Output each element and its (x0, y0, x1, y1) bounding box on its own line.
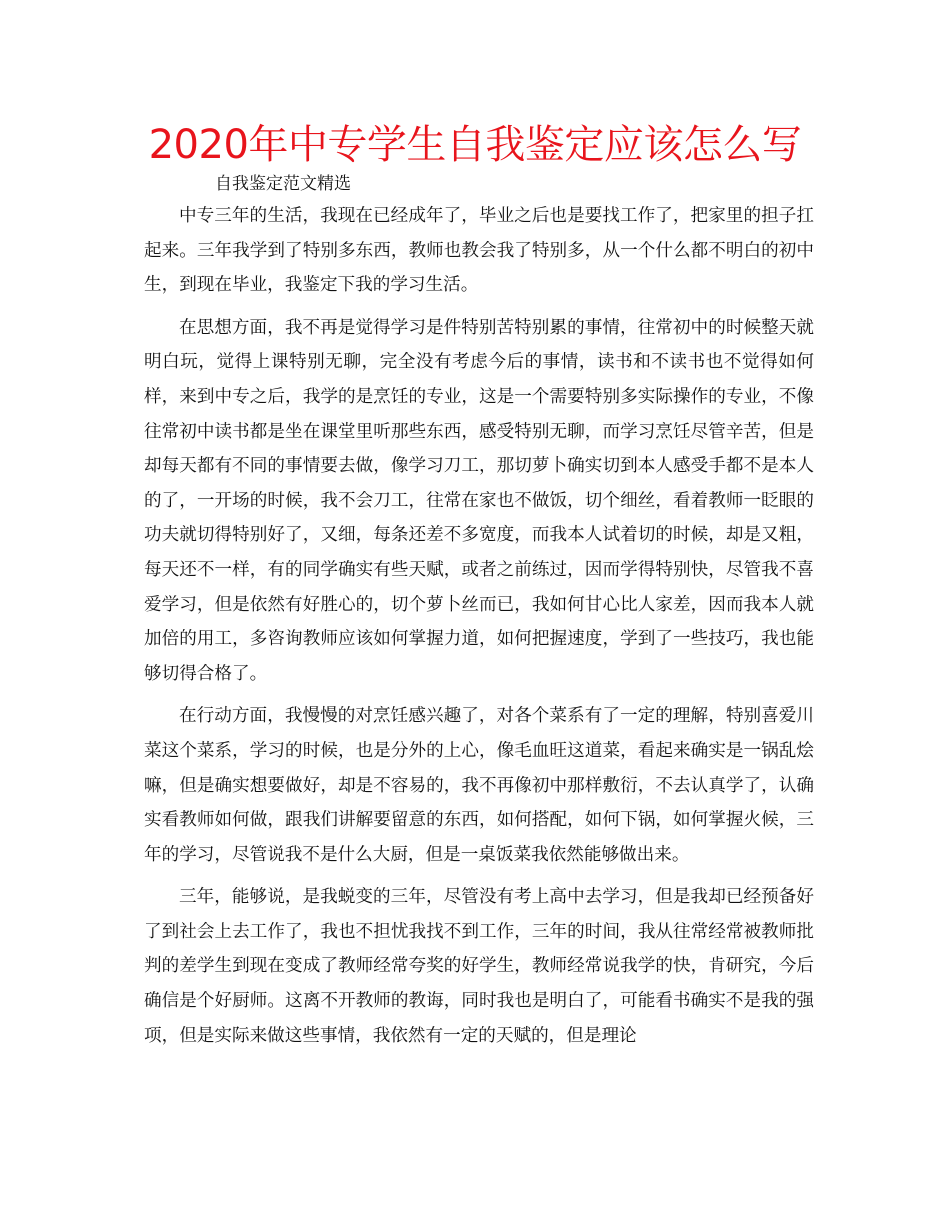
document-subtitle: 自我鉴定范文精选 (215, 174, 351, 194)
paragraph-action: 在行动方面，我慢慢的对烹饪感兴趣了，对各个菜系有了一定的理解，特别喜爱川菜这个菜系，学习的时候，也是分外的上心，像毛血旺这道菜，看起来确实是一锅乱烩嘛，但是确实想要做好，却是不容易的，我不再像初中那样敷衍，不去认真学了，认确实看教师如何做，跟我们讲解要留意的东西，如何搭配，如何下锅，如何掌握火候，三年的学习，尽管说我不是什么大厨，但是一桌饭菜我依然能够做出来。 (144, 706, 814, 865)
document-body (144, 199, 814, 1061)
document-title: 2020年中专学生自我鉴定应该怎么写 (148, 122, 802, 168)
paragraph-intro: 中专三年的生活，我现在已经成年了，毕业之后也是要找工作了，把家里的担子扛起来。三年我学到了特别多东西，教师也教会我了特别多，从一个什么都不明白的初中生，到现在毕业，我鉴定下我的学习生活。 (144, 206, 814, 296)
paragraph-three-years: 三年，能够说，是我蜕变的三年，尽管没有考上高中去学习，但是我却已经预备好了到社会上去工作了，我也不担忧我找不到工作，三年的时间，我从往常经常被教师批判的差学生到现在变成了教师经常夸奖的好学生，教师经常说我学的快，肯研究，今后确信是个好厨师。这离不开教师的教诲，同时我也是明白了，可能看书确实不是我的强项，但是实际来做这些事情，我依然有一定的天赋的，但是理论 (144, 887, 814, 1046)
paragraph-thinking: 在思想方面，我不再是觉得学习是件特别苦特别累的事情，往常初中的时候整天就明白玩，觉得上课特别无聊，完全没有考虑今后的事情，读书和不读书也不觉得如何样，来到中专之后，我学的是烹饪的专业，这是一个需要特别多实际操作的专业，不像往常初中读书都是坐在课堂里听那些东西，感受特别无聊，而学习烹饪尽管辛苦，但是却每天都有不同的事情要去做，像学习刀工，那切萝卜确实切到本人感受手都不是本人的了，一开场的时候，我不会刀工，往常在家也不做饭，切个细丝，看着教师一眨眼的功夫就切得特别好了，又细，每条还差不多宽度，而我本人试着切的时候，却是又粗，每天还不一样，有的同学确实有些天赋，或者之前练过，因而学得特别快，尽管我不喜爱学习，但是依然有好胜心的，切个萝卜丝而已，我如何甘心比人家差，因而我本人就加倍的用工，多咨询教师应该如何掌握力道，如何把握速度，学到了一些技巧，我也能够切得合格了。 (144, 317, 814, 684)
